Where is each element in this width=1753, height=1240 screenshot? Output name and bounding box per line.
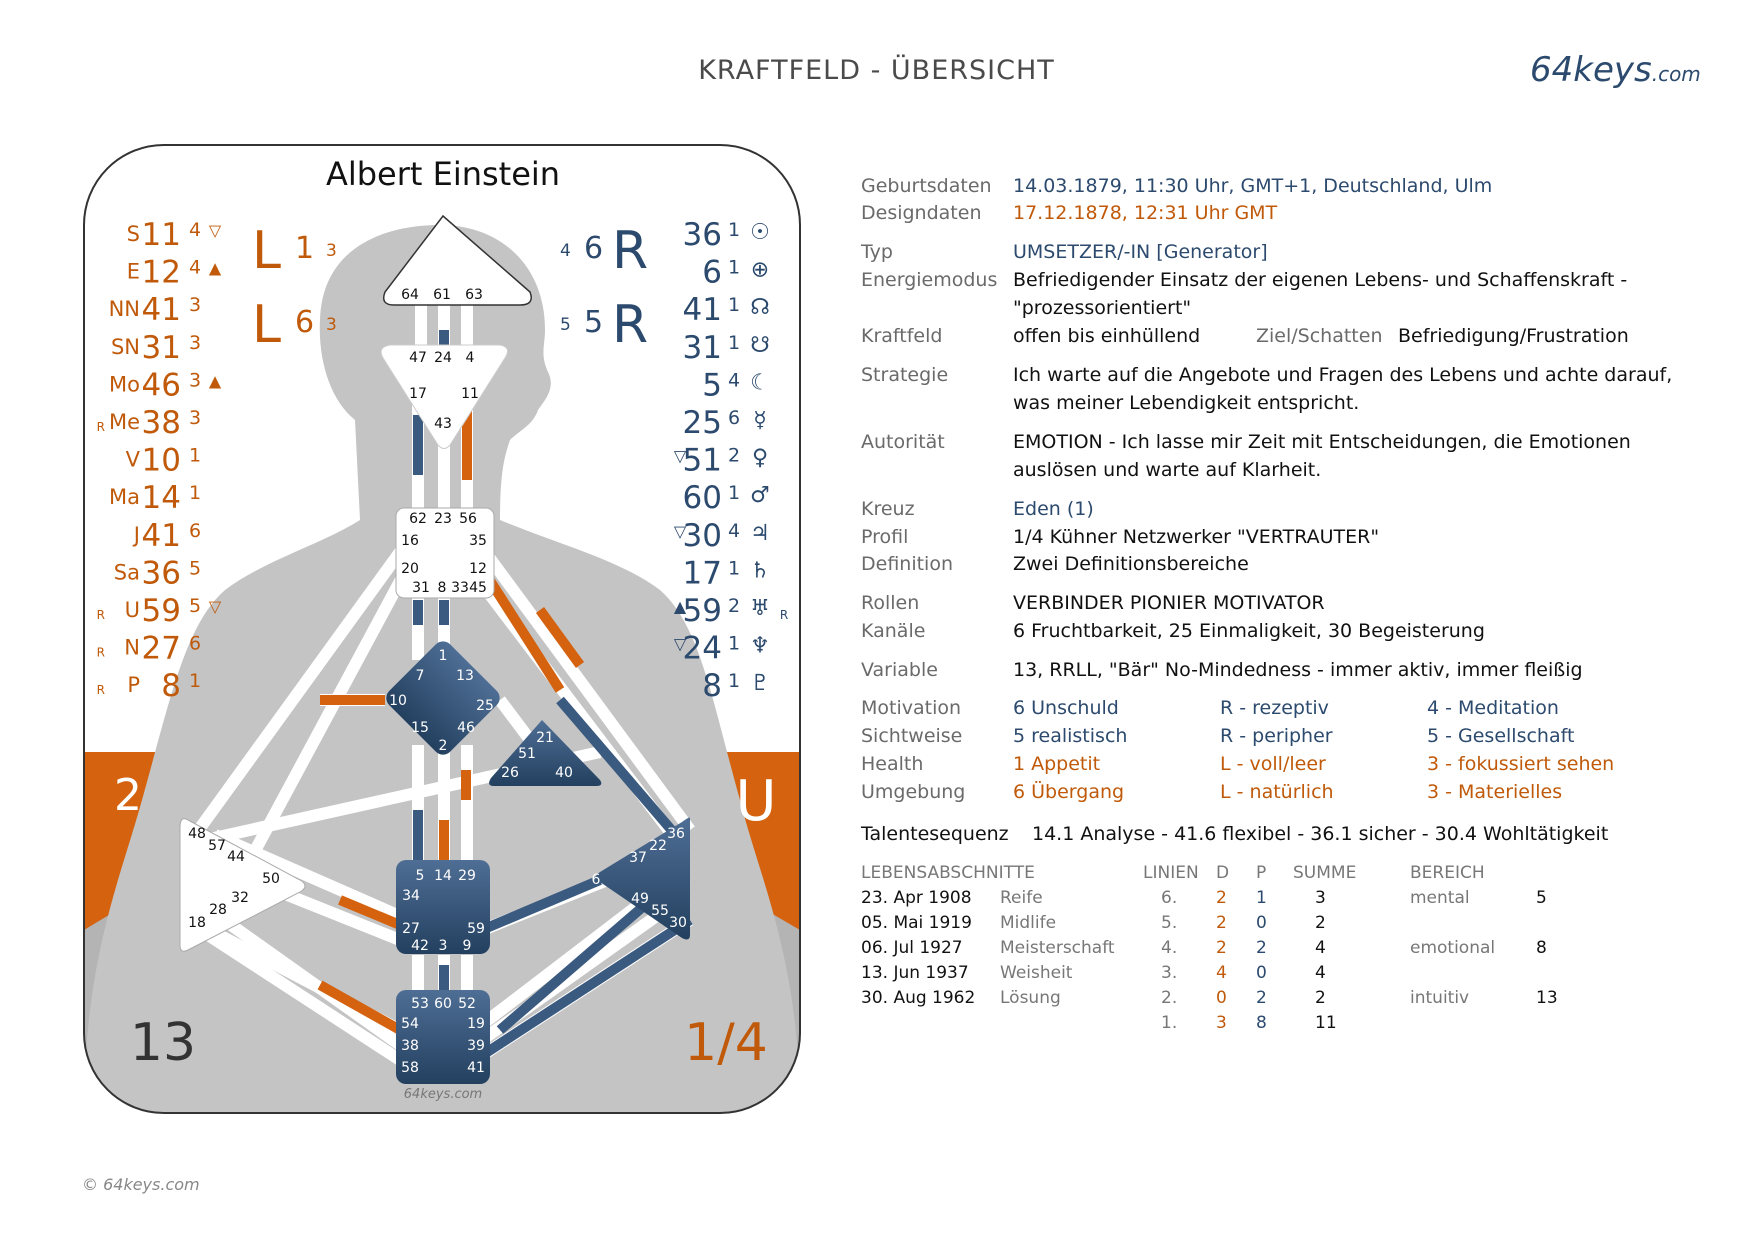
label-channels: Kanäle [861, 620, 926, 642]
life-phase-date: 13. Jun 1937 [861, 963, 969, 983]
line-value: 1 [727, 219, 741, 241]
gate-number: 18 [188, 915, 206, 931]
gate-value: 41 [141, 292, 181, 329]
value-design: 17.12.1878, 12:31 Uhr GMT [1013, 202, 1278, 224]
label-authority: Autorität [861, 431, 945, 453]
gate-number: 47 [409, 350, 427, 366]
variable-number: 6 [295, 305, 315, 340]
gate-value: 6 [702, 254, 722, 291]
gate-number: 42 [411, 938, 429, 954]
gate-value: 31 [682, 329, 722, 366]
gate-value: 38 [141, 405, 181, 441]
value-definition: Zwei Definitionsbereiche [1013, 553, 1249, 575]
vargrid-label: Health [861, 753, 924, 775]
gate-value: 11 [141, 217, 181, 253]
life-phase-sum: 2 [1315, 988, 1326, 1008]
gate-number: 9 [462, 938, 472, 954]
gate-number: 13 [456, 668, 474, 684]
planet-symbol: ♇ [750, 671, 770, 697]
gate-number: 48 [188, 826, 206, 842]
vargrid-color: 5 realistisch [1013, 725, 1128, 747]
line-value: 6 [188, 519, 202, 542]
planet-symbol: ☋ [750, 332, 770, 358]
value-strategy-1: Ich warte auf die Angebote und Fragen des Lebens und achte darauf, [1013, 364, 1673, 386]
variable-letter: L [252, 221, 281, 281]
vargrid-label: Sichtweise [861, 725, 963, 747]
gate-value: 51 [682, 442, 722, 479]
planet-symbol: ☉ [750, 220, 770, 245]
life-phase-design: 4 [1216, 963, 1227, 983]
gate-number: 46 [457, 720, 475, 736]
gate-number: 4 [465, 350, 475, 366]
life-phase-design: 3 [1216, 1013, 1227, 1033]
life-phase-personality: 1 [1256, 888, 1267, 908]
retrograde-mark: R [96, 645, 105, 660]
chart-person-name: Albert Einstein [325, 155, 561, 193]
gate-number: 60 [434, 996, 452, 1012]
planet-label: U [124, 598, 140, 622]
label-talent: Talentesequenz [861, 823, 1009, 845]
line-value: 4 [727, 369, 741, 392]
vargrid-tone: R - peripher [1220, 725, 1333, 747]
vargrid-tone: L - natürlich [1220, 781, 1334, 803]
value-cross: Eden (1) [1013, 498, 1094, 520]
value-strategy-2: was meiner Lebendigkeit entspricht. [1013, 392, 1360, 414]
line-value: 1 [188, 670, 202, 693]
planet-label: Mo [109, 372, 140, 397]
gate-value: 60 [682, 480, 722, 517]
table-header-p: P [1256, 863, 1267, 883]
label-energy: Energiemodus [861, 269, 998, 291]
gate-number: 54 [401, 1016, 419, 1032]
planet-symbol: ♆ [750, 633, 770, 659]
retrograde-mark: R [96, 420, 105, 434]
exaltation-mark: ▲ [208, 371, 222, 391]
exaltation-mark: ▽ [208, 597, 222, 616]
line-value: 3 [188, 407, 202, 429]
retrograde-mark: R [779, 608, 789, 622]
gate-number: 33 [451, 580, 469, 596]
life-phase-sum: 2 [1315, 913, 1326, 933]
line-value: 1 [727, 294, 741, 317]
label-birth: Geburtsdaten [861, 175, 992, 197]
life-phase-design: 0 [1216, 988, 1227, 1008]
gate-number: 57 [208, 838, 226, 854]
life-phase-personality: 0 [1256, 963, 1267, 983]
exaltation-mark: ▽ [673, 446, 687, 466]
line-value: 1 [188, 482, 202, 505]
variable-number: 1 [295, 231, 315, 266]
planet-symbol: ☾ [750, 370, 770, 396]
variable-line: 3 [326, 241, 337, 261]
gate-number: 38 [401, 1038, 419, 1054]
page-title: KRAFTFELD - ÜBERSICHT [698, 55, 1055, 86]
life-phase-sum: 3 [1315, 888, 1326, 908]
vargrid-label: Motivation [861, 697, 962, 719]
gate-number: 11 [461, 386, 479, 402]
table-header-lines: LINIEN [1143, 863, 1199, 883]
gate-number: 27 [402, 921, 420, 937]
vargrid-base: 5 - Gesellschaft [1427, 725, 1575, 747]
planet-label: NN [108, 297, 140, 322]
vargrid-color: 6 Unschuld [1013, 697, 1119, 719]
life-phase-sum: 11 [1315, 1013, 1337, 1033]
bodygraph-chart [0, 0, 820, 1130]
gate-number: 40 [555, 765, 573, 781]
life-phase-name: Meisterschaft [1000, 938, 1115, 958]
life-phase-personality: 0 [1256, 913, 1267, 933]
gate-value: 41 [682, 292, 722, 329]
variable-line: 3 [326, 315, 337, 335]
value-roles: VERBINDER PIONIER MOTIVATOR [1013, 592, 1325, 614]
gate-value: 41 [141, 517, 181, 554]
gate-number: 49 [631, 891, 649, 907]
gate-value: 24 [682, 630, 722, 667]
value-energy-2: "prozessorientiert" [1013, 297, 1192, 319]
gate-number: 8 [437, 580, 447, 596]
value-variable: 13, RRLL, "Bär" No-Mindedness - immer aktiv, immer fleißig [1013, 659, 1583, 681]
gate-value: 5 [702, 367, 722, 404]
gate-number: 53 [411, 996, 429, 1012]
label-cross: Kreuz [861, 498, 915, 520]
gate-number: 51 [518, 746, 536, 762]
variable-letter: R [612, 221, 649, 281]
life-phase-area-value: 13 [1536, 988, 1558, 1008]
planet-label: Sa [113, 560, 140, 585]
gate-number: 5 [415, 868, 425, 884]
gate-number: 28 [209, 902, 227, 918]
brand-main: 64keys [1530, 50, 1652, 90]
gate-value: 8 [161, 668, 181, 705]
line-value: 1 [727, 557, 741, 580]
gate-value: 30 [682, 517, 722, 554]
gate-value: 36 [141, 555, 181, 592]
line-value: 1 [727, 632, 741, 655]
planet-label: Ma [109, 485, 140, 510]
line-value: 2 [727, 444, 741, 467]
line-value: 1 [188, 444, 202, 467]
value-authority-2: auslösen und warte auf Klarheit. [1013, 459, 1322, 481]
life-phase-personality: 2 [1256, 938, 1267, 958]
gate-value: 59 [141, 593, 181, 629]
gate-number: 24 [434, 350, 452, 366]
gate-number: 44 [227, 849, 245, 865]
value-profile: 1/4 Kühner Netzwerker "VERTRAUTER" [1013, 526, 1380, 548]
line-value: 1 [727, 256, 741, 279]
retrograde-mark: R [96, 608, 105, 622]
variable-line: 5 [560, 315, 571, 335]
label-goal: Ziel/Schatten [1256, 325, 1383, 347]
gate-value: 36 [682, 217, 722, 253]
life-phase-name: Reife [1000, 888, 1043, 908]
table-header-phase: LEBENSABSCHNITTE [861, 863, 1035, 883]
life-phase-line: 4. [1161, 938, 1178, 958]
gate-number: 22 [649, 838, 667, 854]
exaltation-mark: ▽ [673, 634, 687, 654]
line-value: 1 [727, 670, 741, 693]
planet-label: SN [110, 334, 140, 359]
life-phase-line: 3. [1161, 963, 1178, 983]
label-profile: Profil [861, 526, 909, 548]
planet-symbol: ☊ [750, 295, 770, 321]
gate-value: 12 [141, 254, 181, 291]
line-value: 1 [727, 331, 741, 354]
exaltation-mark: ▽ [208, 221, 222, 240]
line-value: 4 [188, 219, 202, 241]
line-value: 4 [727, 519, 741, 542]
gate-number: 15 [411, 720, 429, 736]
planet-symbol: ♄ [750, 558, 770, 584]
gate-value: 31 [141, 329, 181, 366]
bottom-right-profile: 1/4 [684, 1013, 768, 1073]
line-value: 3 [188, 331, 202, 354]
life-phase-area: intuitiv [1410, 988, 1470, 1008]
gate-number: 63 [465, 287, 483, 303]
line-value: 3 [188, 294, 202, 317]
gate-number: 16 [401, 533, 419, 549]
planet-label: E [126, 259, 140, 284]
vargrid-base: 4 - Meditation [1427, 697, 1559, 719]
life-phase-design: 2 [1216, 888, 1227, 908]
life-phase-line: 2. [1161, 988, 1178, 1008]
life-phase-sum: 4 [1315, 938, 1326, 958]
chart-watermark: 64keys.com [403, 1087, 483, 1102]
life-phase-line: 1. [1161, 1013, 1178, 1033]
vargrid-tone: R - rezeptiv [1220, 697, 1329, 719]
table-header-sum: SUMME [1293, 863, 1357, 883]
life-phase-sum: 4 [1315, 963, 1326, 983]
life-phase-area: mental [1410, 888, 1470, 908]
life-phase-area: emotional [1410, 938, 1496, 958]
gate-number: 64 [401, 287, 419, 303]
planet-label: N [124, 635, 140, 660]
gate-value: 14 [141, 480, 181, 517]
gate-number: 59 [467, 921, 485, 937]
planet-label: Me [108, 410, 140, 434]
planet-symbol: ♃ [750, 520, 770, 546]
value-aura: offen bis einhüllend [1013, 325, 1201, 347]
variable-number: 6 [584, 231, 604, 266]
gate-number: 19 [467, 1016, 485, 1032]
exaltation-mark: ▲ [208, 258, 222, 278]
gate-value: 8 [702, 668, 722, 705]
gate-number: 34 [402, 888, 420, 904]
life-phase-design: 2 [1216, 938, 1227, 958]
vargrid-base: 3 - fokussiert sehen [1427, 753, 1615, 775]
label-roles: Rollen [861, 592, 920, 614]
bottom-left-number: 13 [129, 1013, 197, 1073]
vargrid-label: Umgebung [861, 781, 966, 803]
gate-number: 29 [458, 868, 476, 884]
gate-number: 37 [629, 850, 647, 866]
line-value: 4 [188, 256, 202, 279]
planet-label: S [126, 222, 140, 246]
value-type: UMSETZER/-IN [Generator] [1013, 241, 1268, 263]
gate-number: 45 [469, 580, 487, 596]
gate-value: 17 [682, 555, 722, 592]
brand-domain: .com [1651, 62, 1701, 86]
planet-symbol: ♂ [750, 483, 770, 509]
planet-symbol: ⊕ [750, 257, 770, 283]
gate-number: 61 [433, 287, 451, 303]
gate-value: 46 [141, 367, 181, 404]
gate-number: 35 [469, 533, 487, 549]
life-phase-name: Weisheit [1000, 963, 1073, 983]
exaltation-mark: ▽ [673, 521, 687, 541]
gate-number: 3 [438, 938, 448, 954]
gate-number: 39 [467, 1038, 485, 1054]
value-energy-1: Befriedigender Einsatz der eigenen Lebens- und Schaffenskraft - [1013, 269, 1628, 291]
line-value: 1 [727, 482, 741, 505]
line-value: 5 [188, 595, 202, 617]
gate-number: 30 [669, 915, 687, 931]
life-phase-date: 30. Aug 1962 [861, 988, 976, 1008]
life-phase-line: 6. [1161, 888, 1178, 908]
label-definition: Definition [861, 553, 954, 575]
gate-value: 27 [141, 630, 181, 667]
life-phase-design: 2 [1216, 913, 1227, 933]
gate-number: 32 [231, 890, 249, 906]
line-value: 6 [188, 632, 202, 655]
value-authority-1: EMOTION - Ich lasse mir Zeit mit Entscheidungen, die Emotionen [1013, 431, 1631, 453]
gate-number: 7 [415, 668, 425, 684]
value-goal: Befriedigung/Frustration [1398, 325, 1629, 347]
life-phase-area-value: 8 [1536, 938, 1547, 958]
planet-label: J [133, 522, 140, 547]
line-value: 5 [188, 557, 202, 580]
life-phase-line: 5. [1161, 913, 1178, 933]
gate-number: 10 [389, 693, 407, 709]
copyright: © 64keys.com [82, 1175, 200, 1194]
line-value: 3 [188, 369, 202, 392]
planet-label: P [127, 673, 140, 698]
life-phase-personality: 2 [1256, 988, 1267, 1008]
label-strategy: Strategie [861, 364, 949, 386]
gate-number: 12 [469, 561, 487, 577]
corner-left-text: 2 [114, 770, 142, 821]
label-type: Typ [861, 241, 893, 263]
line-value: 2 [727, 595, 741, 617]
table-header-area: BEREICH [1410, 863, 1485, 883]
gate-number: 55 [651, 903, 669, 919]
gate-number: 14 [434, 868, 452, 884]
label-variable: Variable [861, 659, 938, 681]
gate-number: 23 [434, 511, 452, 527]
vargrid-color: 6 Übergang [1013, 781, 1125, 803]
life-phase-date: 06. Jul 1927 [861, 938, 963, 958]
label-design: Designdaten [861, 202, 982, 224]
planet-symbol: ♅ [750, 596, 770, 621]
gate-number: 62 [409, 511, 427, 527]
gate-number: 20 [401, 561, 419, 577]
retrograde-mark: R [96, 683, 105, 698]
gate-number: 2 [438, 738, 448, 754]
label-aura: Kraftfeld [861, 325, 943, 347]
vargrid-tone: L - voll/leer [1220, 753, 1326, 775]
variable-line: 4 [560, 241, 571, 261]
gate-number: 56 [459, 511, 477, 527]
life-phase-date: 05. Mai 1919 [861, 913, 972, 933]
life-phase-date: 23. Apr 1908 [861, 888, 972, 908]
gate-number: 6 [591, 872, 601, 888]
life-phase-personality: 8 [1256, 1013, 1267, 1033]
gate-number: 41 [467, 1060, 485, 1076]
vargrid-color: 1 Appetit [1013, 753, 1101, 775]
brand-logo [1530, 50, 1701, 90]
gate-number: 17 [409, 386, 427, 402]
gate-value: 10 [141, 442, 181, 479]
gate-number: 21 [536, 730, 554, 746]
gate-number: 36 [667, 826, 685, 842]
planet-symbol: ☿ [753, 408, 767, 433]
value-talent: 14.1 Analyse - 41.6 flexibel - 36.1 sicher - 30.4 Wohltätigkeit [1032, 823, 1609, 845]
line-value: 6 [727, 407, 741, 429]
corner-right-text: U [735, 769, 777, 834]
planet-label: V [125, 447, 140, 472]
life-phase-name: Midlife [1000, 913, 1057, 933]
gate-number: 26 [501, 765, 519, 781]
gate-number: 1 [438, 648, 448, 664]
gate-value: 59 [682, 593, 722, 629]
gate-number: 31 [412, 580, 430, 596]
gate-number: 50 [262, 871, 280, 887]
gate-value: 25 [682, 405, 722, 441]
variable-number: 5 [584, 305, 604, 340]
value-channels: 6 Fruchtbarkeit, 25 Einmaligkeit, 30 Begeisterung [1013, 620, 1485, 642]
life-phase-area-value: 5 [1536, 888, 1547, 908]
gate-number: 58 [401, 1060, 419, 1076]
gate-number: 43 [434, 416, 452, 432]
table-header-d: D [1216, 863, 1230, 883]
variable-letter: L [252, 295, 281, 355]
planet-symbol: ♀ [751, 445, 769, 471]
value-birth: 14.03.1879, 11:30 Uhr, GMT+1, Deutschland, Ulm [1013, 175, 1493, 197]
life-phase-name: Lösung [1000, 988, 1061, 1008]
gate-number: 52 [458, 996, 476, 1012]
gate-number: 25 [476, 698, 494, 714]
vargrid-base: 3 - Materielles [1427, 781, 1563, 803]
exaltation-mark: ▲ [673, 597, 687, 616]
variable-letter: R [612, 295, 649, 355]
